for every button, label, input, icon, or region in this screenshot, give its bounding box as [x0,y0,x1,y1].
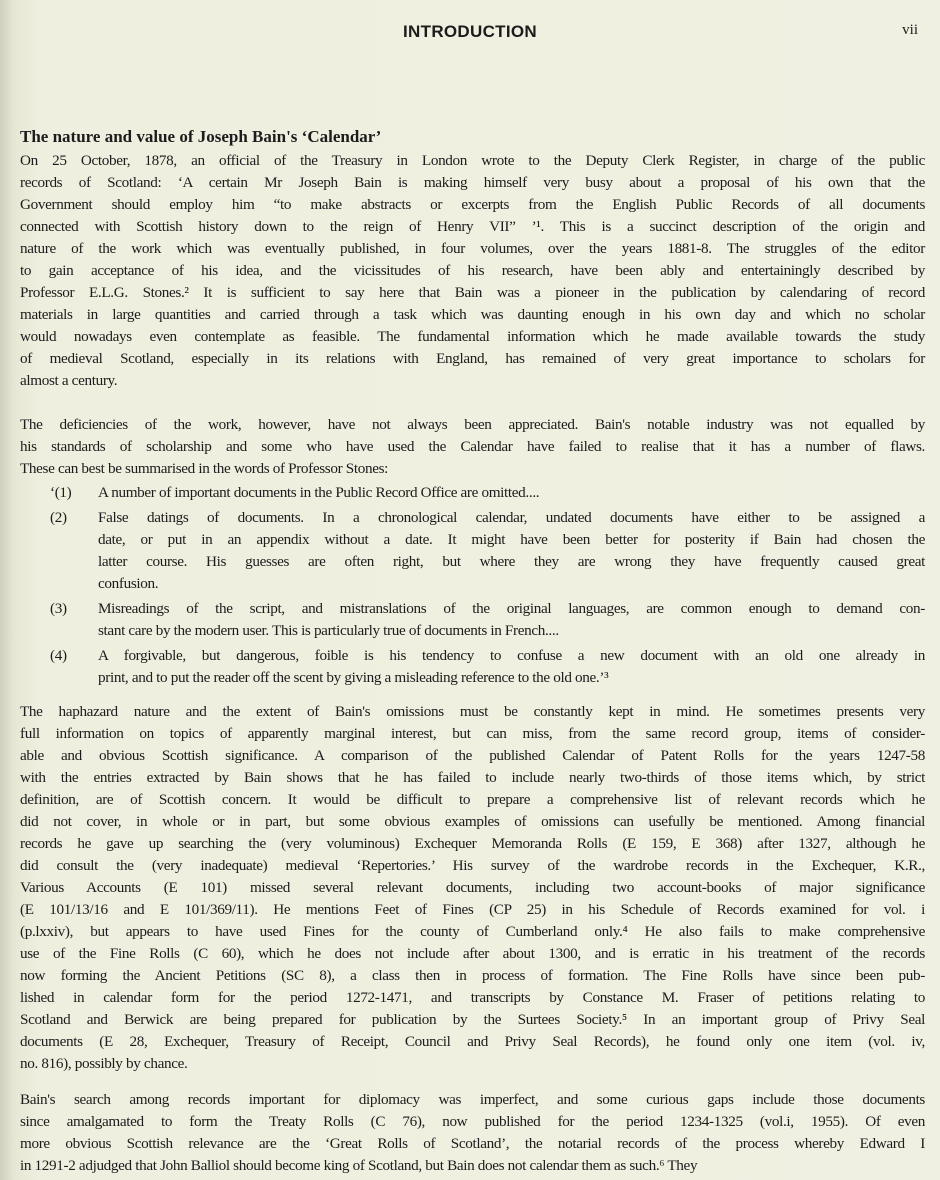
text-line: stant care by the modern user. This is particularly true of documents in French.... [98,622,559,639]
list-number: (3) [50,600,67,617]
text-line: would nowadays even contemplate as feasible. The fundamental information which he made available towards the study [20,328,925,345]
page-body [20,126,925,1177]
text-line: now forming the Ancient Petitions (SC 8), a class then in process of formation. The Fine Rolls have since been pub- [20,967,925,984]
text-line: materials in large quantities and carried through a task which was daunting enough in his own day and which no scholar [20,306,925,323]
text-line: A number of important documents in the Public Record Office are omitted.... [98,484,540,501]
text-line: records he gave up searching the (very voluminous) Exchequer Memoranda Rolls (E 159, E 368) after 1327, although he [20,835,925,852]
text-line: A forgivable, but dangerous, foible is his tendency to confuse a new document with an old one already in [98,647,925,664]
list-item [20,598,925,642]
list-number: (4) [50,647,67,664]
text-line: False datings of documents. In a chronological calendar, undated documents have either to be assigned a [98,509,925,526]
text-line: records of Scotland: ‘A certain Mr Joseph Bain is making himself very busy about a proposal of his own that the [20,174,925,191]
list-item [20,507,925,595]
text-line: no. 816), possibly by chance. [20,1055,188,1072]
text-line: (p.lxxiv), but appears to have used Fines for the county of Cumberland only.⁴ He also fails to make comprehensive [20,923,925,940]
text-line: connected with Scottish history down to the reign of Henry VII” ’¹. This is a succinct description of the origin and [20,218,925,235]
text-line: The deficiencies of the work, however, have not always been appreciated. Bain's notable industry was not equalled by [20,416,925,433]
paragraph-3 [20,701,925,1075]
paragraph-1 [20,150,925,392]
text-line: to gain acceptance of his idea, and the vicissitudes of his research, have been ably and entertainingly described by [20,262,925,279]
text-line: definition, are of Scottish concern. It would be difficult to prepare a comprehensive list of relevant records which he [20,791,925,808]
paragraph-4 [20,1089,925,1177]
text-line: confusion. [98,575,159,592]
text-line: These can best be summarised in the words of Professor Stones: [20,460,389,477]
text-line: On 25 October, 1878, an official of the Treasury in London wrote to the Deputy Clerk Register, in charge of the public [20,152,925,169]
text-line: did not cover, in whole or in part, but some obvious examples of omissions can usefully be mentioned. Among financial [20,813,925,830]
text-line: since amalgamated to form the Treaty Rolls (C 76), now published for the period 1234-1325 (vol.i, 1955). Of even [20,1113,925,1130]
text-line: documents (E 28, Exchequer, Treasury of Receipt, Council and Privy Seal Records), he found only one item (vol. iv, [20,1033,925,1050]
text-line: with the entries extracted by Bain shows that he has failed to include nearly two-thirds of those items which, by strict [20,769,925,786]
text-line: Misreadings of the script, and mistranslations of the original languages, are common enough to demand con- [98,600,925,617]
paragraph-2 [20,414,925,480]
text-line: Various Accounts (E 101) missed several relevant documents, including two account-books of major significance [20,879,925,896]
list-item [20,482,925,504]
text-line: Government should employ him “to make abstracts or excerpts from the English Public Records of all documents [20,196,925,213]
text-line: lished in calendar form for the period 1272-1471, and transcripts by Constance M. Fraser of petitions relating to [20,989,925,1006]
text-line: more obvious Scottish relevance are the ‘Great Rolls of Scotland’, the notarial records of the process whereby Edward I [20,1135,925,1152]
text-line: Professor E.L.G. Stones.² It is sufficient to say here that Bain was a pioneer in the publication by calendaring of record [20,284,925,301]
list-number: (2) [50,509,67,526]
text-line: did consult the (very inadequate) medieval ‘Repertories.’ His survey of the wardrobe records in the Exchequer, K.R., [20,857,925,874]
text-line: date, or put in an appendix without a date. It might have been better for posterity if Bain had chosen the [98,531,925,548]
text-line: full information on topics of apparently marginal interest, but can miss, from the same record group, items of consider- [20,725,925,742]
text-line: latter course. His guesses are often right, but where they are wrong they have frequently caused great [98,553,925,570]
text-line: his standards of scholarship and some who have used the Calendar have failed to realise that it has a number of flaws. [20,438,925,455]
page-number: vii [902,22,918,38]
text-line: Bain's search among records important for diplomacy was imperfect, and some curious gaps include those documents [20,1091,925,1108]
text-line: almost a century. [20,372,118,389]
quoted-list [20,482,925,689]
text-line: in 1291-2 adjudged that John Balliol should become king of Scotland, but Bain does not calendar them as such.⁶ They [20,1157,698,1174]
text-line: nature of the work which was eventually published, in four volumes, over the years 1881-8. The struggles of the editor [20,240,925,257]
text-line: able and obvious Scottish significance. A comparison of the published Calendar of Patent Rolls for the years 1247-58 [20,747,925,764]
text-line: (E 101/13/16 and E 101/369/11). He mentions Feet of Fines (CP 25) in his Schedule of Records examined for vol. i [20,901,925,918]
text-line: Scotland and Berwick are being prepared for publication by the Surtees Society.⁵ In an important group of Privy Seal [20,1011,925,1028]
text-line: use of the Fine Rolls (C 60), which he does not include after about 1300, and is erratic in his treatment of the records [20,945,925,962]
text-line: of medieval Scotland, especially in its relations with England, has remained of very great importance to scholars for [20,350,925,367]
text-line: The haphazard nature and the extent of Bain's omissions must be constantly kept in mind. He sometimes presents very [20,703,925,720]
running-header: INTRODUCTION [403,22,537,41]
text-line: print, and to put the reader off the scent by giving a misleading reference to the old one.’³ [98,669,609,686]
list-item [20,645,925,689]
section-heading: The nature and value of Joseph Bain's ‘Calendar’ [20,127,382,146]
list-number: ‘(1) [50,484,72,501]
